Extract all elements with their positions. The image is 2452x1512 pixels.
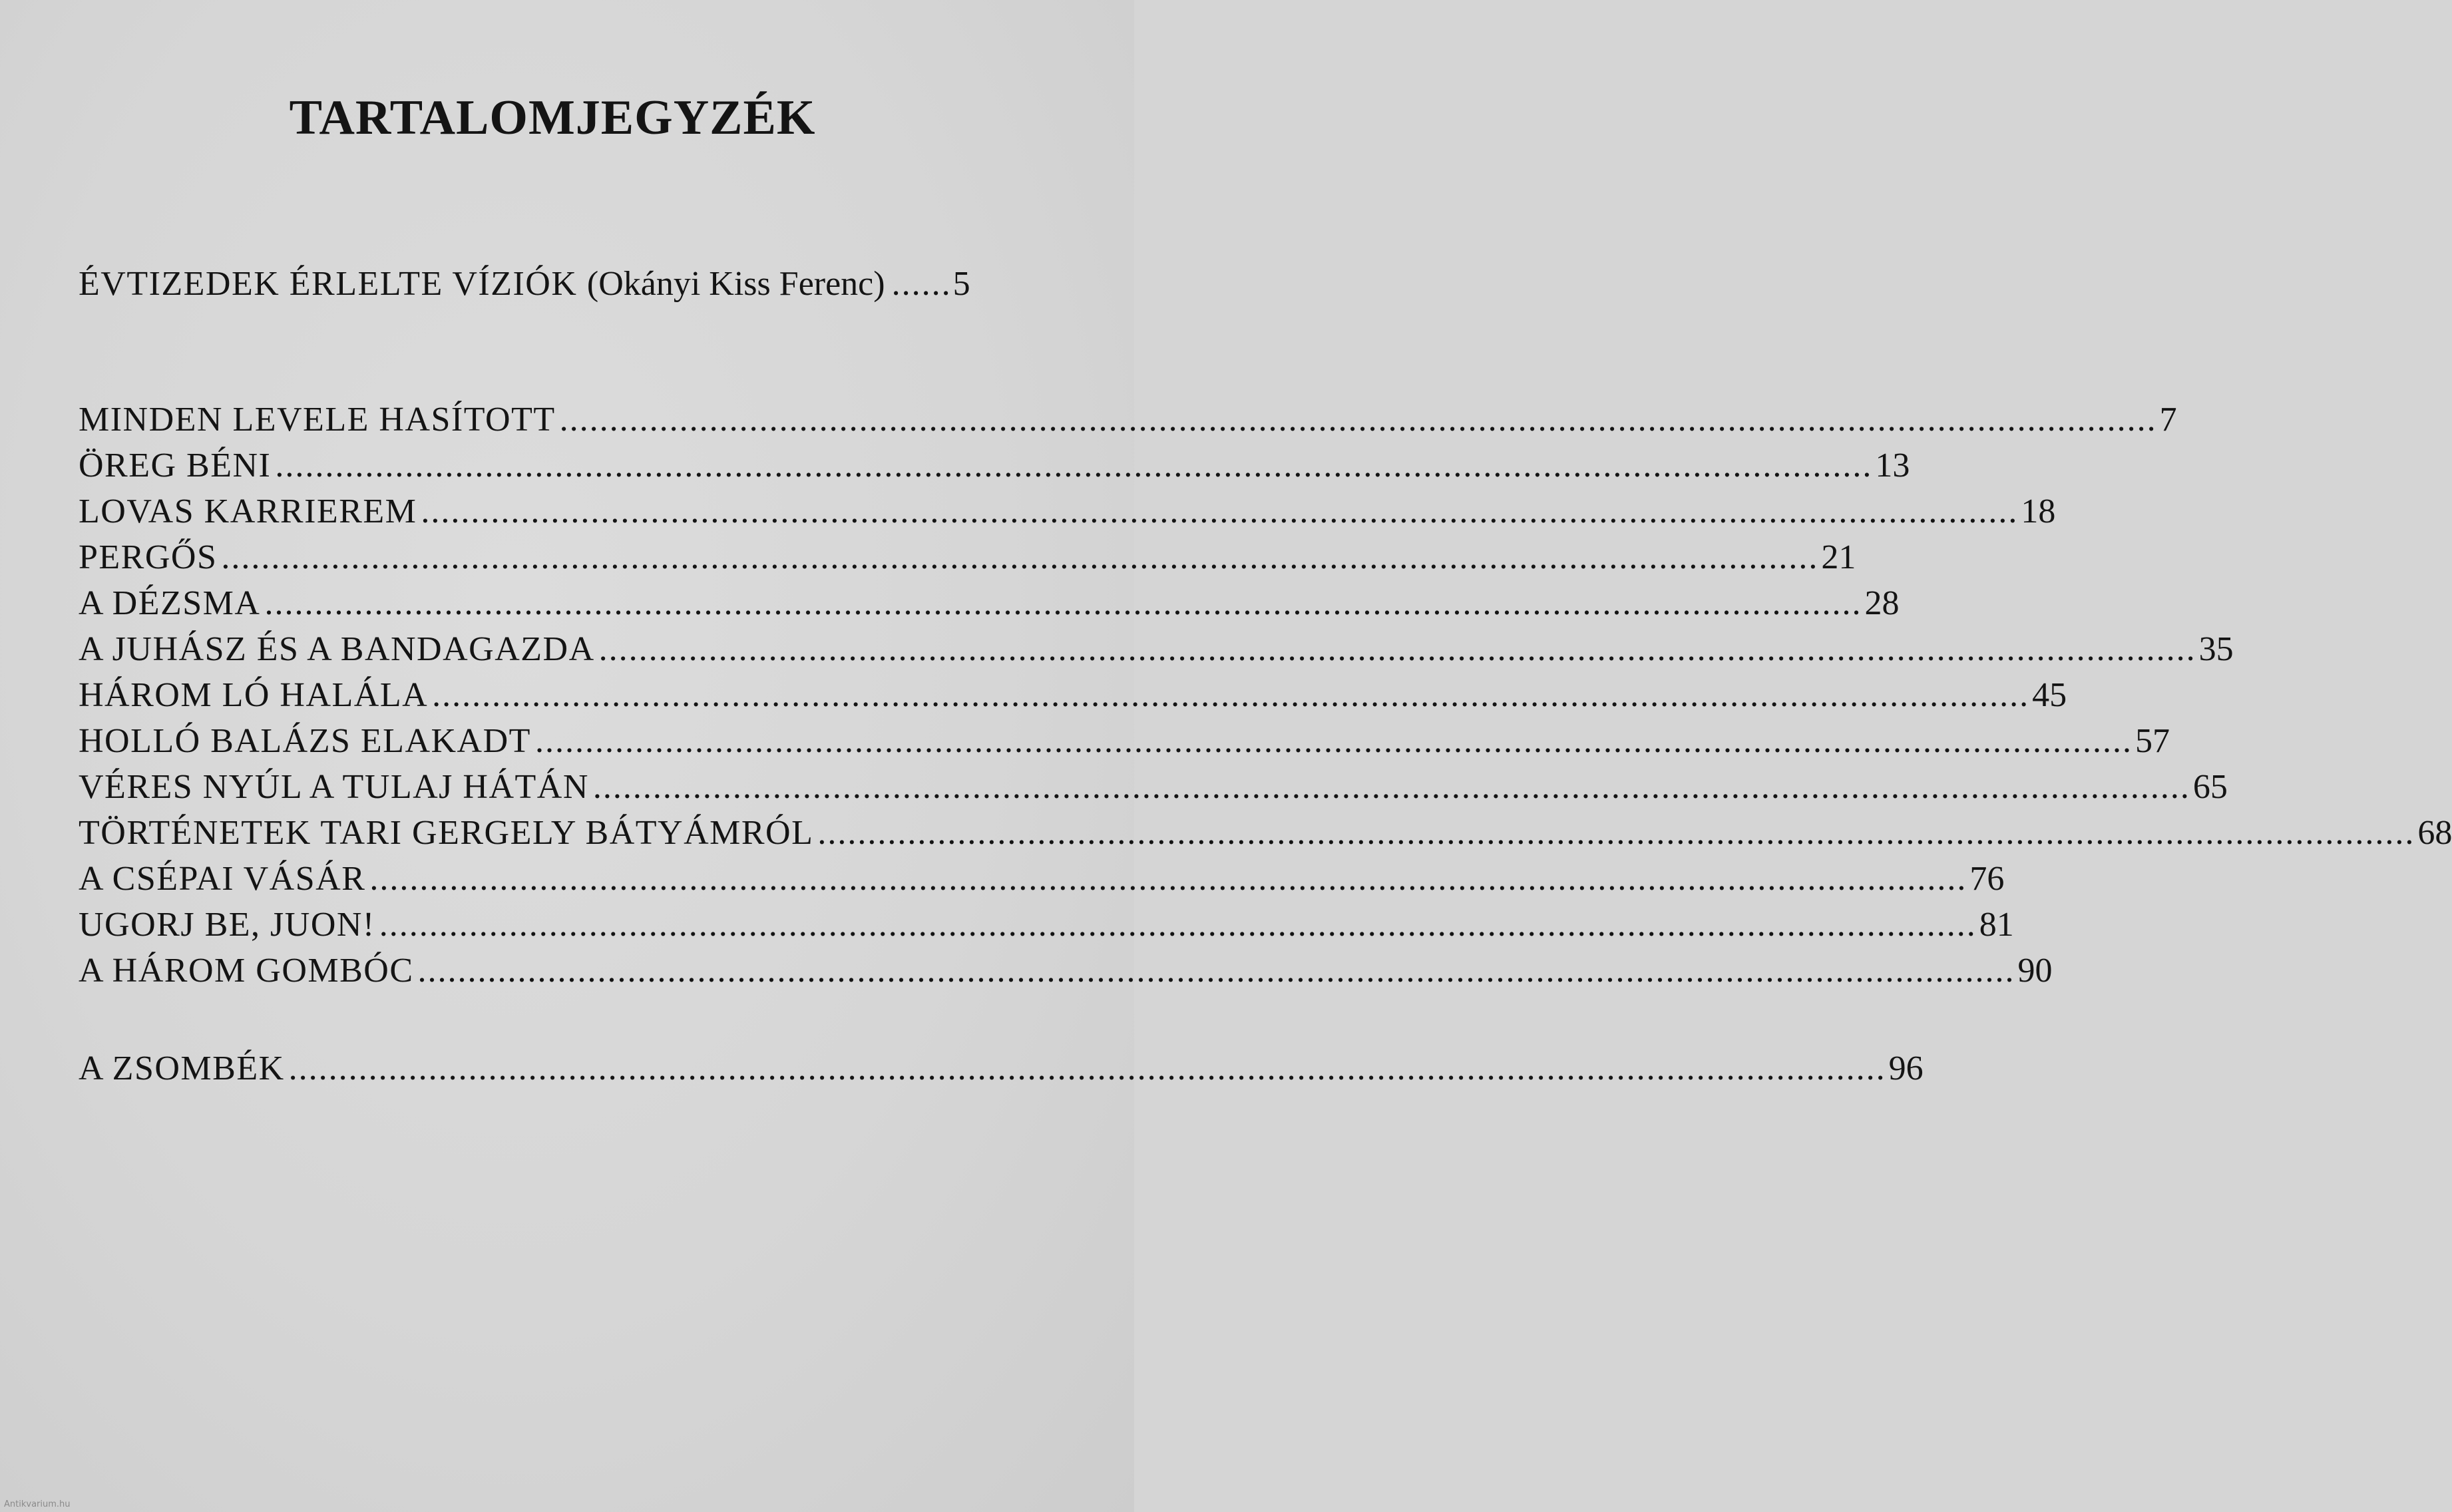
watermark: Antikvarium.hu	[4, 1499, 71, 1509]
toc-entry	[79, 1045, 1924, 1091]
dot-leader: ................................................................................................................................................................	[817, 814, 2415, 852]
toc-chapter-list	[79, 397, 2452, 994]
dot-leader: ................................................................................................................................................................	[598, 630, 2196, 668]
toc-entry-label: LOVAS KARRIEREM	[79, 492, 417, 530]
toc-entry	[79, 261, 1010, 307]
page-title: TARTALOMJEGYZÉK	[289, 91, 816, 145]
toc-entry-label: A DÉZSMA	[79, 584, 261, 622]
toc-entry-page: 5	[952, 265, 970, 303]
toc-entry-page: 28	[1864, 584, 1900, 622]
dot-leader: ................................................................................................................................................................	[534, 722, 2133, 760]
dot-leader: ......	[891, 265, 952, 303]
toc-entry-page: 81	[1979, 906, 2014, 944]
dot-leader: ................................................................................................................................................................	[592, 768, 2190, 806]
toc-entry-page: 45	[2032, 676, 2067, 714]
dot-leader: ................................................................................................................................................................	[421, 492, 2019, 530]
toc-entry	[79, 626, 2234, 672]
toc-entry-label: PERGŐS	[79, 538, 218, 576]
toc-entry-page: 90	[2017, 952, 2053, 990]
toc-entry	[79, 488, 2056, 534]
toc-intro	[79, 261, 1010, 307]
dot-leader: ................................................................................................................................................................	[221, 538, 1819, 576]
toc-entry-label: A JUHÁSZ ÉS A BANDAGAZDA	[79, 630, 595, 668]
dot-leader: ................................................................................................................................................................	[264, 584, 1862, 622]
toc-entry-page: 21	[1821, 538, 1856, 576]
toc-entry-label: A CSÉPAI VÁSÁR	[79, 860, 366, 898]
toc-entry-label: UGORJ BE, JUON!	[79, 906, 375, 944]
toc-entry	[79, 534, 1856, 580]
toc-entry-label: A ZSOMBÉK	[79, 1049, 285, 1087]
dot-leader: ................................................................................................................................................................	[275, 447, 1873, 484]
toc-entry	[79, 764, 2228, 810]
intro-title: ÉVTIZEDEK ÉRLELTE VÍZIÓK	[79, 265, 578, 303]
toc-entry-label: HÁROM LÓ HALÁLA	[79, 676, 429, 714]
toc-entry-page: 76	[1969, 860, 2005, 898]
toc-entry	[79, 810, 2452, 856]
toc-entry-page: 35	[2198, 630, 2234, 668]
toc-entry-label: MINDEN LEVELE HASÍTOTT	[79, 401, 556, 439]
toc-entry-page: 57	[2135, 722, 2170, 760]
toc-entry	[79, 397, 2177, 443]
dot-leader: ................................................................................................................................................................	[379, 906, 1977, 944]
dot-leader: ................................................................................................................................................................	[369, 860, 1967, 898]
toc-entry-page: 68	[2417, 814, 2452, 852]
toc-entry	[79, 718, 2170, 764]
toc-entry-page: 7	[2159, 401, 2177, 439]
toc-entry-label: A HÁROM GOMBÓC	[79, 952, 414, 990]
dot-leader: ................................................................................................................................................................	[559, 401, 2157, 439]
toc-entry-page: 65	[2192, 768, 2228, 806]
toc-entry	[79, 902, 2014, 948]
toc-entry-page: 96	[1888, 1049, 1924, 1087]
toc-entry-page: 13	[1875, 447, 1910, 484]
toc-entry	[79, 443, 1910, 488]
dot-leader: ................................................................................................................................................................	[288, 1049, 1886, 1087]
toc-entry	[79, 948, 2053, 994]
toc-entry-label	[79, 261, 885, 307]
toc-entry-label: ÖREG BÉNI	[79, 447, 272, 484]
dot-leader: ................................................................................................................................................................	[432, 676, 2030, 714]
dot-leader: ................................................................................................................................................................	[417, 952, 2015, 990]
toc-entry-label: TÖRTÉNETEK TARI GERGELY BÁTYÁMRÓL	[79, 814, 814, 852]
toc-entry-page: 18	[2021, 492, 2056, 530]
toc-closing	[79, 1045, 1924, 1091]
toc-entry	[79, 856, 2005, 902]
toc-entry-label: VÉRES NYÚL A TULAJ HÁTÁN	[79, 768, 589, 806]
toc-entry-label: HOLLÓ BALÁZS ELAKADT	[79, 722, 531, 760]
intro-author: (Okányi Kiss Ferenc)	[586, 265, 885, 303]
toc-entry	[79, 580, 1900, 626]
toc-entry	[79, 672, 2067, 718]
